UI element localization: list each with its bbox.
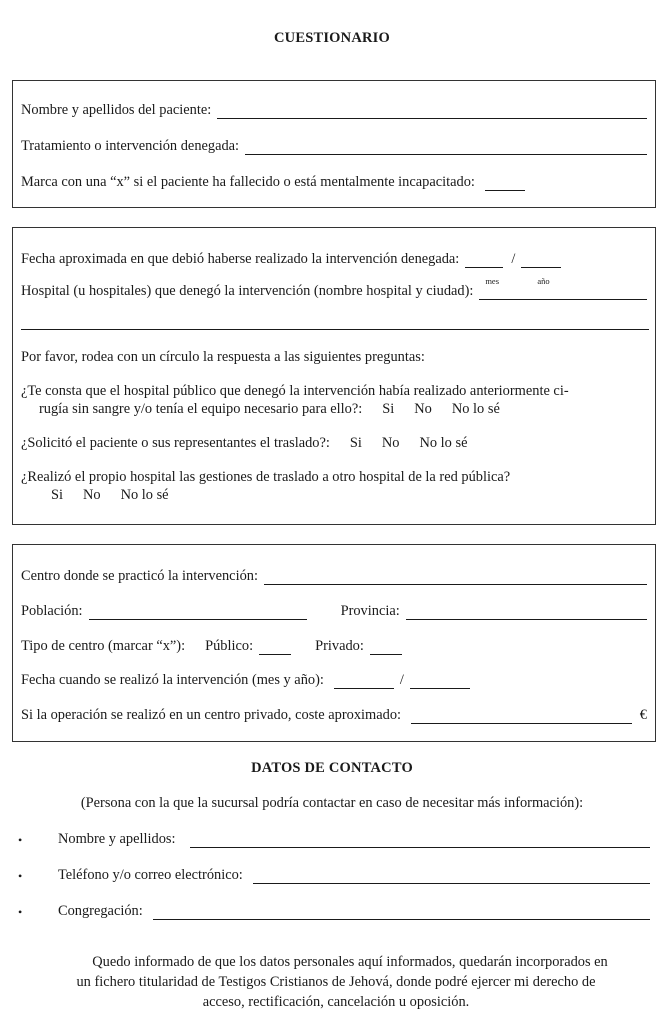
patient-name-field[interactable] (217, 103, 647, 119)
bullet-2: • (18, 869, 23, 883)
bullet-3: • (18, 905, 23, 919)
q2-option-unknown[interactable]: No lo sé (419, 435, 468, 451)
deceased-mark-field[interactable] (485, 175, 525, 191)
denied-month-wrap (465, 252, 503, 286)
intervention-month-field[interactable] (334, 673, 394, 689)
date-slash: / (511, 251, 516, 267)
public-field[interactable] (259, 639, 291, 655)
year-sublabel: año (537, 276, 550, 286)
contact-phone-label: Teléfono y/o correo electrónico: (58, 867, 243, 883)
privacy-line-2: un fichero titularidad de Testigos Cristianos de Jehová, donde podré ejercer mi derecho de (76, 974, 596, 990)
population-field[interactable] (89, 604, 307, 620)
private-label: Privado: (315, 638, 364, 654)
euro-symbol: € (639, 707, 647, 723)
question-1-line-2: rugía sin sangre y/o tenía el equipo necesario para ello?: (39, 401, 363, 417)
q3-option-yes[interactable]: Si (51, 487, 64, 503)
cost-row (21, 704, 647, 724)
location-row (21, 600, 647, 620)
center-type-row (21, 635, 647, 655)
question-3-text: ¿Realizó el propio hospital las gestiones de traslado a otro hospital de la red pública? (21, 469, 511, 485)
contact-name-field[interactable] (190, 832, 650, 848)
q3-option-unknown[interactable]: No lo sé (120, 487, 169, 503)
denial-section (12, 227, 656, 525)
mark-label: Marca con una “x” si el paciente ha fallecido o está mentalmente incapacitado: (21, 174, 475, 190)
intervention-date-label: Fecha cuando se realizó la intervención (mes y año): (21, 672, 324, 688)
patient-section (12, 80, 656, 208)
contact-phone-field[interactable] (253, 868, 650, 884)
instruction-text: Por favor, rodea con un círculo la respuesta a las siguientes preguntas: (21, 349, 425, 365)
population-label: Población: (21, 603, 83, 619)
month-sublabel: mes (485, 276, 500, 286)
cost-field[interactable] (411, 708, 632, 724)
congregation-label: Congregación: (58, 903, 143, 919)
q2-option-no[interactable]: No (381, 435, 400, 451)
denied-date-row (21, 248, 647, 286)
intervention-year-field[interactable] (410, 673, 470, 689)
privacy-line-1: Quedo informado de que los datos personales aquí informados, quedarán incorporados en (92, 954, 608, 970)
contact-heading: DATOS DE CONTACTO (251, 760, 413, 776)
contact-congregation-row (58, 900, 650, 920)
intervention-date-slash: / (399, 672, 404, 688)
patient-name-label: Nombre y apellidos del paciente: (21, 102, 212, 118)
q2-option-yes[interactable]: Si (349, 435, 362, 451)
contact-subheading: (Persona con la que la sucursal podría contactar en caso de necesitar más información): (80, 795, 584, 811)
center-field[interactable] (264, 569, 647, 585)
privacy-line-3: acceso, rectificación, cancelación u oposición. (202, 994, 470, 1010)
cost-label: Si la operación se realizó en un centro privado, coste aproximado: (21, 707, 402, 723)
q1-option-yes[interactable]: Si (382, 401, 395, 417)
denied-year-field[interactable] (521, 252, 561, 268)
public-label: Público: (205, 638, 254, 654)
denied-year-wrap (521, 252, 561, 286)
privacy-notice (26, 952, 646, 1012)
hospital-field[interactable] (479, 284, 647, 300)
page-title: CUESTIONARIO (273, 30, 390, 46)
center-type-label: Tipo de centro (marcar “x”): (21, 638, 186, 654)
contact-name-label: Nombre y apellidos: (58, 831, 176, 847)
contact-phone-row (58, 864, 650, 884)
q3-option-no[interactable]: No (83, 487, 101, 503)
center-row (21, 565, 647, 585)
denied-date-label: Fecha aproximada en que debió haberse realizado la intervención denegada: (21, 251, 460, 267)
mark-row (21, 171, 647, 191)
treatment-row (21, 135, 647, 155)
treatment-label: Tratamiento o intervención denegada: (21, 138, 240, 154)
contact-name-row (58, 828, 650, 848)
question-3-options (51, 484, 647, 504)
q1-option-unknown[interactable]: No lo sé (451, 401, 500, 417)
private-field[interactable] (370, 639, 402, 655)
bullet-1: • (18, 833, 23, 847)
question-2-text: ¿Solicitó el paciente o sus representantes el traslado?: (21, 435, 330, 451)
treatment-field[interactable] (245, 139, 647, 155)
center-label: Centro donde se practicó la intervención: (21, 568, 258, 584)
question-1-line-1: ¿Te consta que el hospital público que denegó la intervención había realizado anteriormente ci- (21, 383, 569, 399)
intervention-section (12, 544, 656, 742)
question-1-row (39, 398, 647, 418)
province-field[interactable] (406, 604, 647, 620)
hospital-label: Hospital (u hospitales) que denegó la intervención (nombre hospital y ciudad): (21, 283, 474, 299)
congregation-field[interactable] (153, 904, 650, 920)
q1-option-no[interactable]: No (414, 401, 432, 417)
hospital-field-continued[interactable] (21, 314, 649, 330)
patient-name-row (21, 99, 647, 119)
province-label: Provincia: (340, 603, 400, 619)
intervention-date-row (21, 669, 647, 689)
hospital-row (21, 280, 647, 300)
question-2-row (21, 432, 647, 452)
denied-month-field[interactable] (465, 252, 503, 268)
